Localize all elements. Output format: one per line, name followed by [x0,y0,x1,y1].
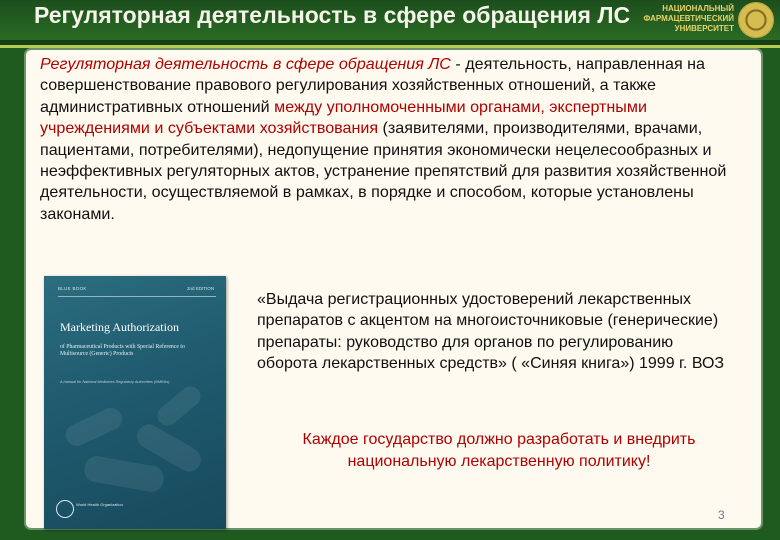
blue-book-quote: «Выдача регистрационных удостоверений лекарственных препаратов с акцентом на многоисточниковые (генерические) препараты: руководство для органов по регулированию оборота лекарственных средств» ( «Синяя книга») 1999 г. ВОЗ [257,291,725,373]
definition-paragraph [40,54,730,225]
capsule-graphic [153,382,204,429]
book-title: Marketing Authorization [60,320,179,334]
title-bar [0,0,780,40]
university-logo [616,2,776,44]
who-emblem-icon [56,500,74,518]
logo-line-2: УНИВЕРСИТЕТ [674,24,734,33]
book-subtitle: of Pharmaceutical Products with Special Reference to Multisource (Generic) Products [60,344,185,358]
slide-title: Регуляторная деятельность в сфере обращения ЛС [34,2,631,28]
definition-highlight: между уполномоченными органами, экспертными учреждениями и субъектами хозяйствования [40,97,647,138]
capsule-graphic [62,404,126,449]
logo-line-1: НАЦИОНАЛЬНЫЙ ФАРМАЦЕВТИЧЕСКИЙ [643,4,734,23]
definition-text-1: - деятельность, направленная на совершенствование правового регулирования хозяйственных отношений, а также административных отношений [40,55,705,116]
logo-text [616,4,734,34]
book-edition: 2nd EDITION [186,286,214,291]
book-divider [58,296,216,297]
defined-term: Регуляторная деятельность в сфере обращения ЛС [40,55,451,73]
policy-statement: Каждое государство должно разработать и внедрить национальную лекарственную политику! [302,431,696,470]
seal-icon [738,2,774,38]
capsule-graphic [82,454,165,493]
stripe-light [0,45,780,48]
definition-text-2: (заявителями, производителями, врачами, пациентами, потребителями), недопущение принятия экономически нецелесообразных и неэффективных регуляторных актов, устранение препятствий для развития хозяйственной деятельности, осуществляемой в рамках, в порядке и способом, которые установлены законами. [40,119,727,223]
book-publisher: World Health Organization [76,502,123,507]
book-series: BLUE BOOK [58,286,87,291]
book-cover-image [44,276,226,529]
book-note: A manual for National Medicines Regulatory Authorities (NMRAs) [60,380,170,384]
page-number: 3 [718,508,725,522]
